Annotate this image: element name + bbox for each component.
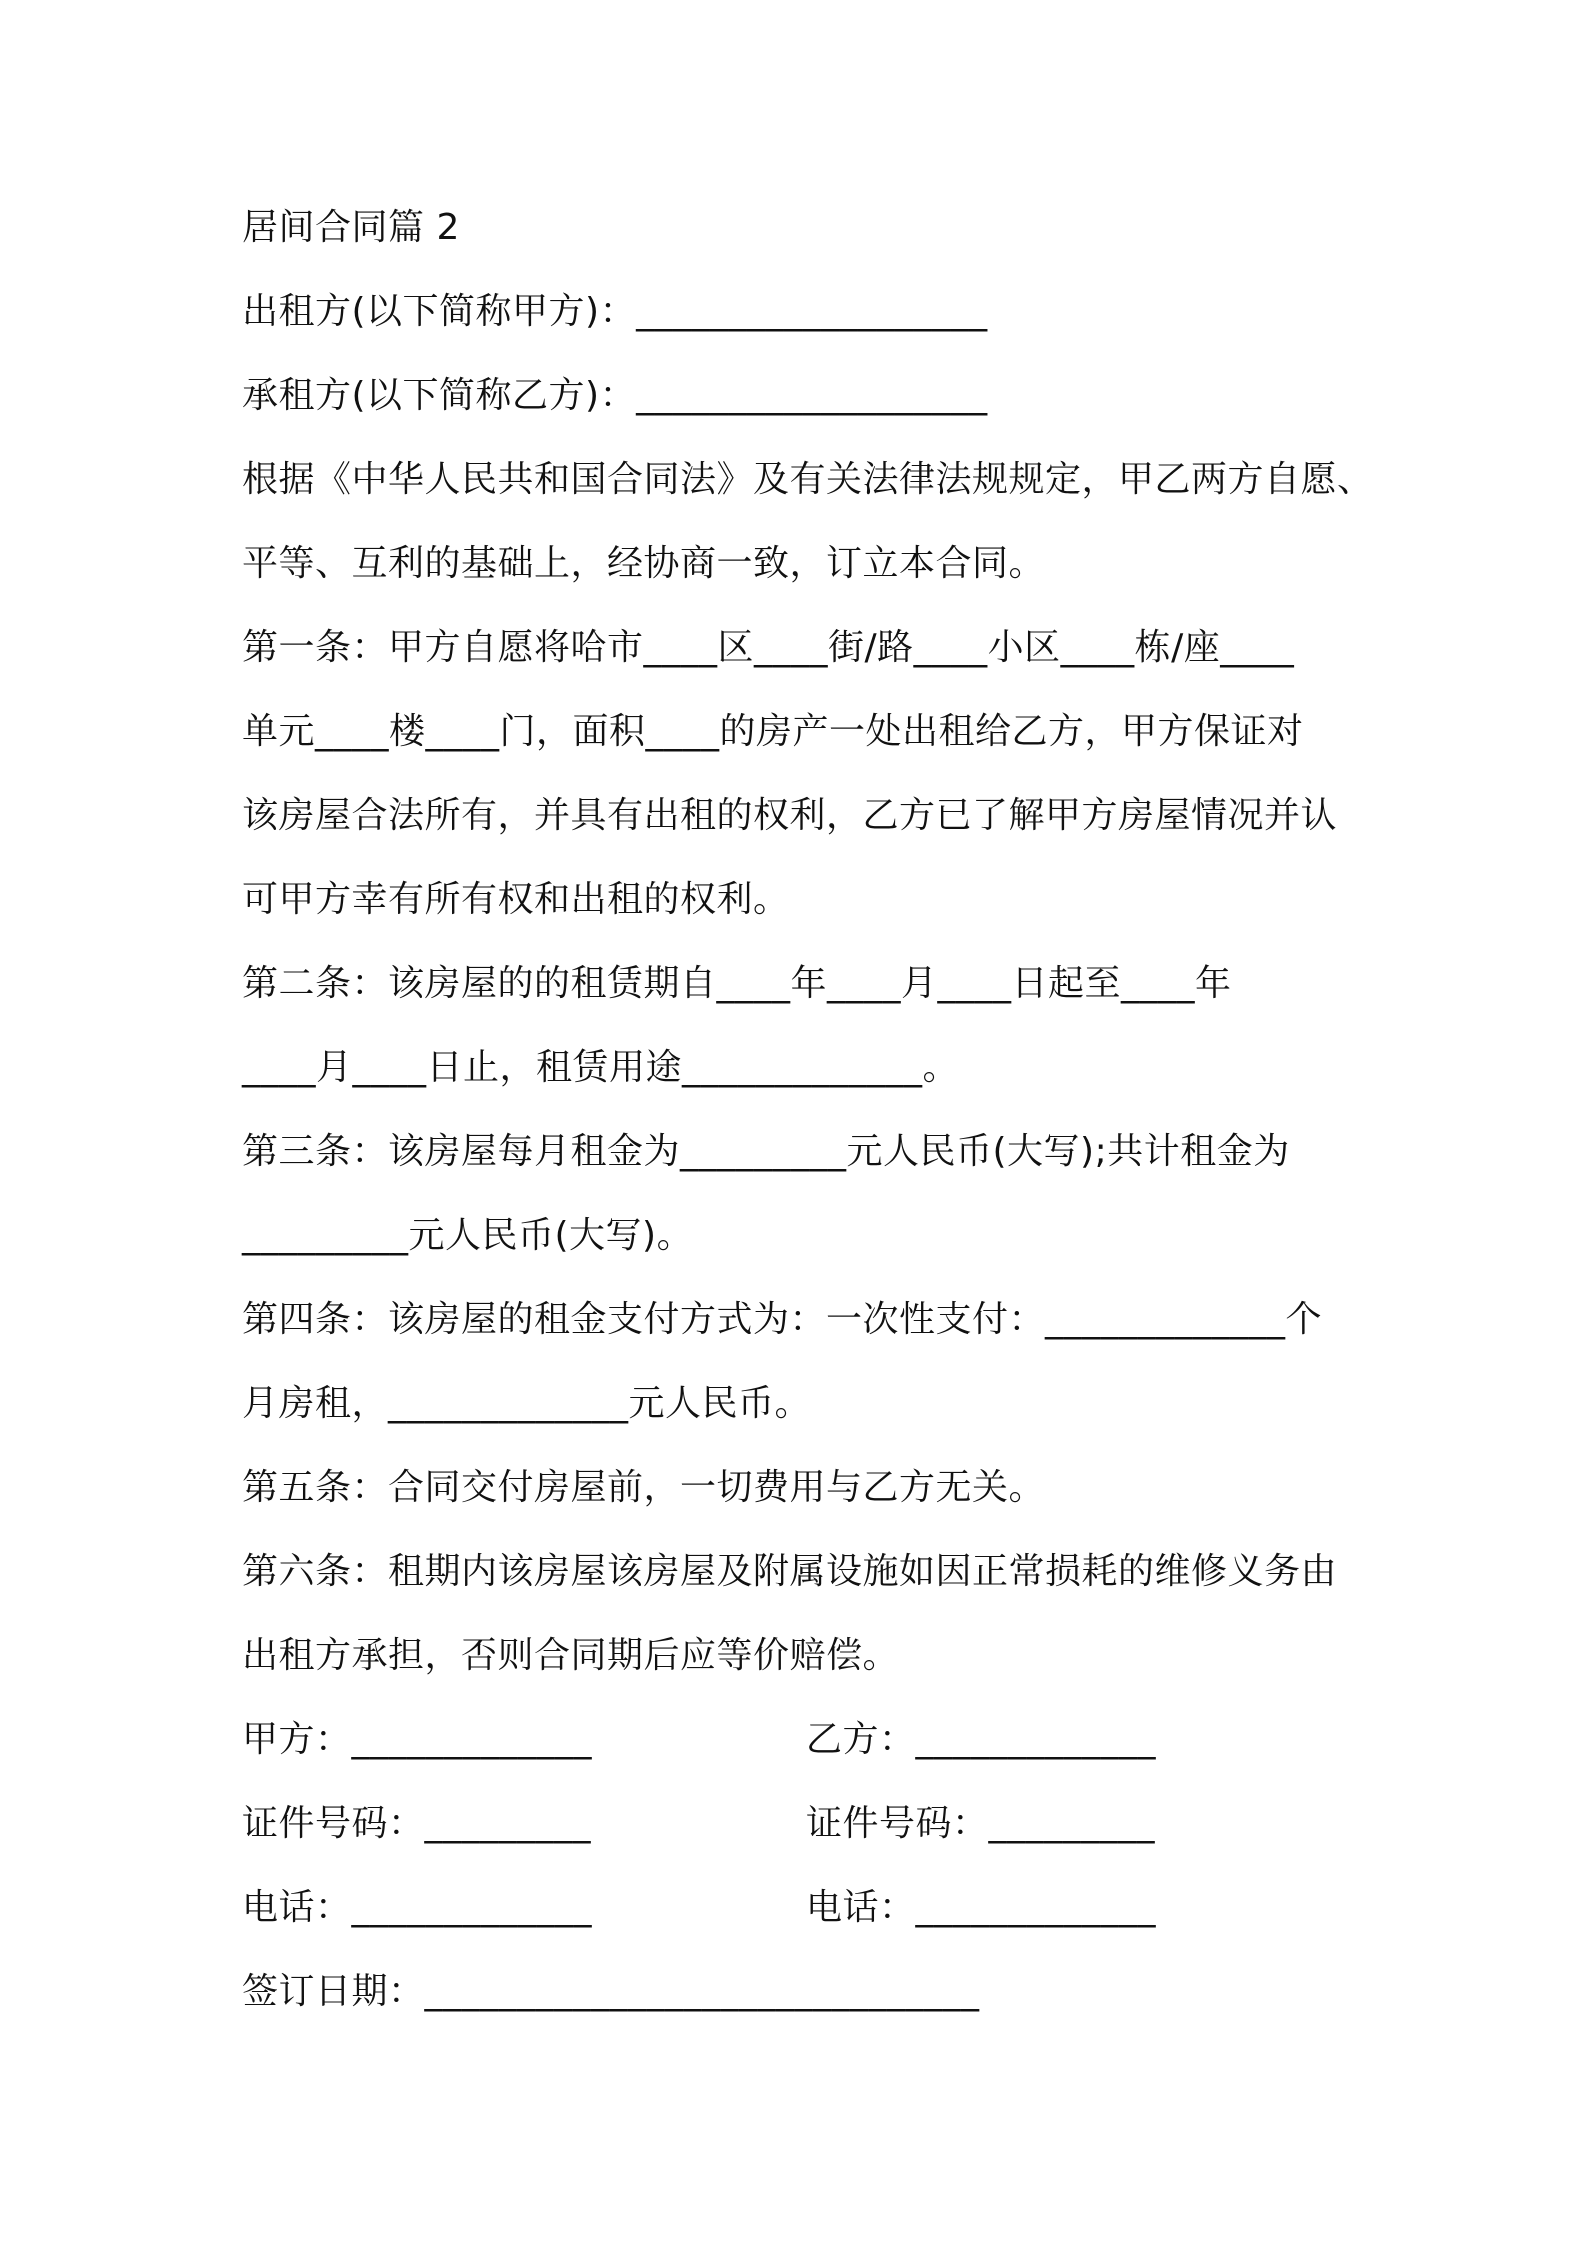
article-3-line-2: _________元人民币(大写)。 <box>242 1215 694 1256</box>
lessor-line: 出租方(以下简称甲方)：___________________ <box>242 291 988 332</box>
article-1-line-4: 可甲方幸有所有权和出租的权利。 <box>242 879 790 920</box>
party-a-id-number: 证件号码：_________ <box>242 1803 592 1844</box>
document-title: 居间合同篇 2 <box>242 207 460 248</box>
party-b-signature: 乙方：_____________ <box>806 1719 1157 1760</box>
article-3-line-1: 第三条：该房屋每月租金为_________元人民币(大写);共计租金为 <box>242 1131 1290 1172</box>
party-b-id-number: 证件号码：_________ <box>806 1803 1156 1844</box>
party-a-signature: 甲方：_____________ <box>242 1719 593 1760</box>
party-a-phone: 电话：_____________ <box>242 1887 593 1928</box>
article-4-line-1: 第四条：该房屋的租金支付方式为：一次性支付：_____________个 <box>242 1299 1323 1340</box>
signing-date: 签订日期：______________________________ <box>242 1971 980 2012</box>
article-2-line-2: ____月____日止，租赁用途_____________。 <box>242 1047 960 1088</box>
article-1-line-2: 单元____楼____门，面积____的房产一处出租给乙方，甲方保证对 <box>242 711 1304 752</box>
party-b-phone: 电话：_____________ <box>806 1887 1157 1928</box>
article-6-line-1: 第六条：租期内该房屋该房屋及附属设施如因正常损耗的维修义务由 <box>242 1551 1338 1592</box>
preamble-line-1: 根据《中华人民共和国合同法》及有关法律法规规定，甲乙两方自愿、 <box>242 459 1374 500</box>
lessee-line: 承租方(以下简称乙方)：___________________ <box>242 375 988 416</box>
preamble-line-2: 平等、互利的基础上，经协商一致，订立本合同。 <box>242 543 1046 584</box>
article-5-line: 第五条：合同交付房屋前，一切费用与乙方无关。 <box>242 1467 1046 1508</box>
article-2-line-1: 第二条：该房屋的的租赁期自____年____月____日起至____年 <box>242 963 1232 1004</box>
article-1-line-3: 该房屋合法所有，并具有出租的权利，乙方已了解甲方房屋情况并认 <box>242 795 1338 836</box>
article-6-line-2: 出租方承担，否则合同期后应等价赔偿。 <box>242 1635 900 1676</box>
article-4-line-2: 月房租，_____________元人民币。 <box>242 1383 812 1424</box>
article-1-line-1: 第一条：甲方自愿将哈市____区____街/路____小区____栋/座____ <box>242 627 1295 668</box>
